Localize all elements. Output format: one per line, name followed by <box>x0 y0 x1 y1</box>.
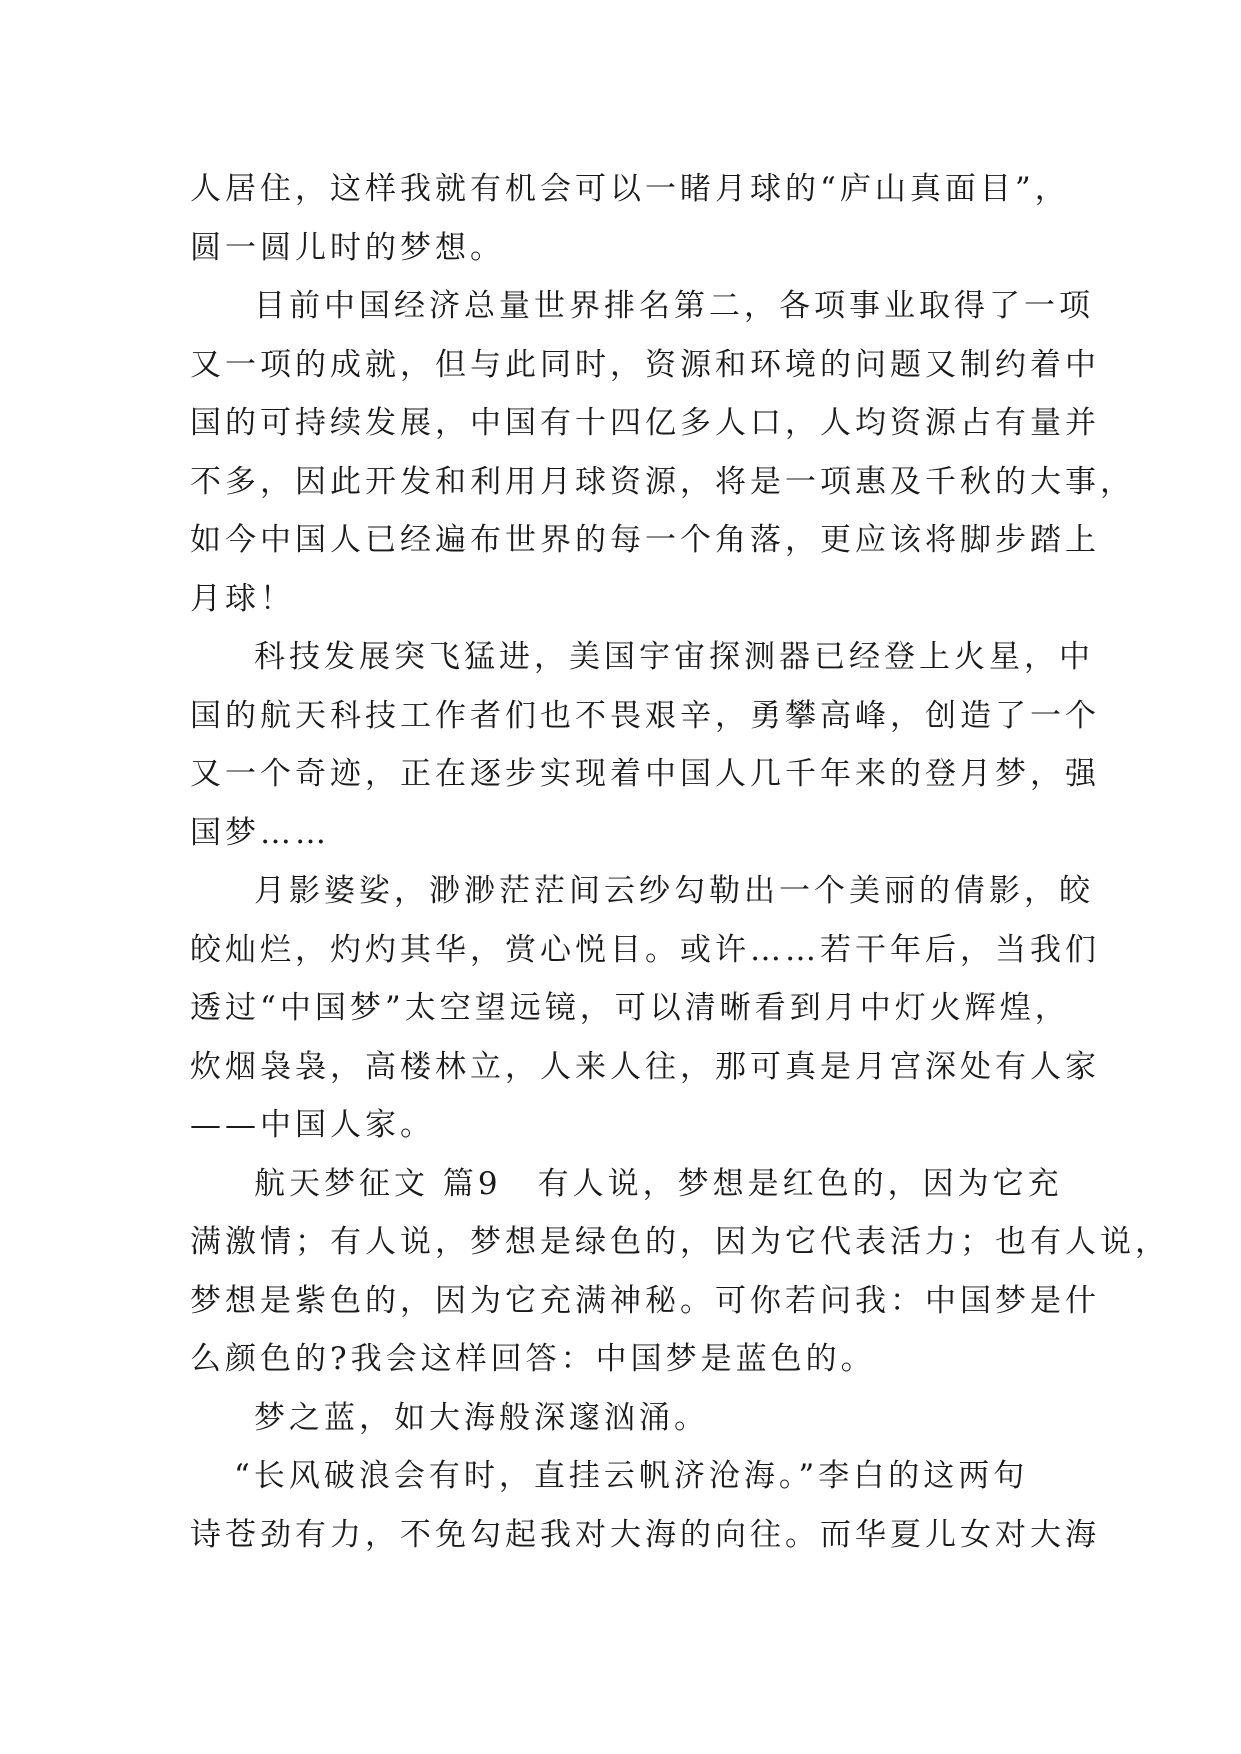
text-line: 诗苍劲有力，不免勾起我对大海的向往。而华夏儿女对大海 <box>190 1516 1100 1553</box>
text-line: 人居住，这样我就有机会可以一睹月球的“庐山真面目”， <box>190 171 1070 207</box>
text-line: ——中国人家。 <box>190 1107 435 1143</box>
text-line: 不多，因此开发和利用月球资源，将是一项惠及千秋的大事， <box>190 463 1135 500</box>
text-line: 透过“中国梦”太空望远镜，可以清晰看到月中灯火辉煌， <box>190 990 1070 1026</box>
text-line: 皎灿烂，灼灼其华，赏心悦目。或许……若干年后，当我们 <box>190 931 1100 968</box>
paragraph-start: 梦之蓝，如大海般深邃汹涌。 <box>254 1399 709 1436</box>
text-line: 梦想是紫色的，因为它充满神秘。可你若问我：中国梦是什 <box>190 1282 1100 1319</box>
text-line: 圆一圆儿时的梦想。 <box>190 229 505 266</box>
text-line: 又一项的成就，但与此同时，资源和环境的问题又制约着中 <box>190 346 1100 383</box>
text-line: 月球！ <box>190 580 295 617</box>
text-line: 有人说，梦想是红色的，因为它充 <box>537 1165 1063 1202</box>
section-heading-line <box>190 1155 1063 1214</box>
text-line: 国梦…… <box>190 814 330 851</box>
paragraph-start: 科技发展突飞猛进，美国宇宙探测器已经登上火星，中 <box>254 639 1094 675</box>
paragraph-start: “长风破浪会有时，直挂云帆济沧海。”李白的这两句 <box>234 1458 1029 1494</box>
section-title: 航天梦征文 篇9 <box>254 1165 502 1202</box>
text-line: 国的可持续发展，中国有十四亿多人口，人均资源占有量并 <box>190 405 1100 441</box>
text-line: 又一个奇迹，正在逐步实现着中国人几千年来的登月梦，强 <box>190 756 1100 792</box>
document-body <box>190 160 1170 1564</box>
text-line: 炊烟袅袅，高楼林立，人来人往，那可真是月宫深处有人家 <box>190 1048 1100 1085</box>
text-line: 如今中国人已经遍布世界的每一个角落，更应该将脚步踏上 <box>190 522 1100 558</box>
text-line: 满激情；有人说，梦想是绿色的，因为它代表活力；也有人说， <box>190 1224 1170 1260</box>
paragraph-start: 目前中国经济总量世界排名第二，各项事业取得了一项 <box>254 288 1094 324</box>
paragraph-start: 月影婆娑，渺渺茫茫间云纱勾勒出一个美丽的倩影，皎 <box>254 873 1094 909</box>
text-line: 国的航天科技工作者们也不畏艰辛，勇攀高峰，创造了一个 <box>190 697 1100 734</box>
text-line: 么颜色的?我会这样回答：中国梦是蓝色的。 <box>190 1341 876 1377</box>
